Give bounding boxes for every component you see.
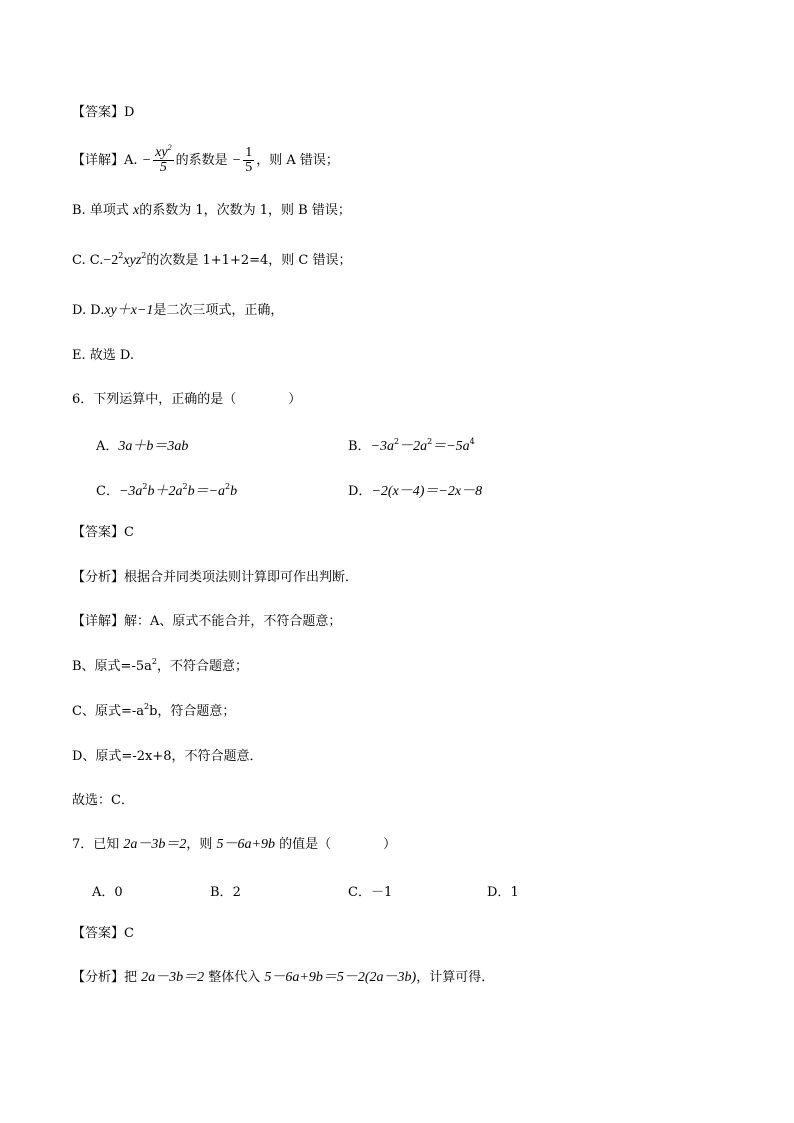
q5-detail-b-line: [72, 202, 351, 220]
q6-option-a: [96, 435, 188, 455]
q5-answer-line: [72, 104, 134, 122]
q7-stem-part3: 的值是（ ）: [275, 837, 397, 852]
detail-b-text1: 单项式: [89, 203, 129, 218]
option-a-expr: 3a＋b＝3ab: [118, 439, 189, 454]
option-value: 1: [510, 885, 519, 900]
detail-d-text: 是二次三项式，正确，: [153, 303, 284, 318]
coef-numerator: 1: [245, 145, 253, 160]
expr-c-exp2: 2: [141, 251, 147, 260]
detail-c-exp: 2: [143, 702, 150, 711]
answer-tag: 【答案】: [72, 525, 125, 540]
option-b-term3: ＝−5a: [432, 439, 470, 454]
q7-stem-expr1: 2a－3b＝2: [123, 837, 187, 852]
detail-d-prefix: D.: [72, 303, 87, 318]
detail-b-prefix: B.: [72, 203, 86, 218]
option-c-term3: b＝−a: [187, 484, 226, 499]
detail-a-tail: ，则 A 错误；: [256, 153, 339, 168]
q6-detail-c-line: [72, 703, 235, 721]
analysis-expr1: 2a－3b＝2: [141, 970, 205, 985]
option-c-term2: b＋2a: [147, 484, 183, 499]
coef-denominator: 5: [245, 160, 253, 175]
q7-stem: [72, 836, 396, 854]
option-label: D．: [487, 885, 511, 900]
analysis-part2: 整体代入: [204, 970, 265, 985]
q5-detail-d-line: [72, 302, 283, 320]
q6-option-d: [348, 480, 482, 500]
option-c-exp1: 2: [142, 482, 148, 491]
q7-stem-part1: 7．已知: [72, 837, 124, 852]
q6-detail-b-line: [72, 658, 248, 676]
detail-tag: 【详解】: [72, 614, 125, 629]
detail-e-text: 故选 D.: [89, 348, 134, 363]
option-d-expr: −2(x－4)＝−2x－8: [371, 484, 483, 499]
option-b-exp1: 2: [394, 437, 400, 446]
q7-option-a: [92, 881, 123, 900]
analysis-part3: ，计算可得．: [416, 970, 495, 985]
detail-c-part1: C、原式=-a: [72, 704, 144, 719]
q7-stem-part2: ，则: [186, 837, 217, 852]
frac-numerator: xy: [155, 145, 168, 160]
expr-d: xy＋x−1: [104, 303, 154, 318]
option-value: －1: [370, 885, 393, 900]
option-b-term1: −3a: [370, 439, 395, 454]
answer-value: C: [124, 926, 134, 941]
detail-c-label: C.: [89, 253, 104, 268]
option-label: A．: [92, 885, 115, 900]
coef-neg-sign: −: [231, 153, 242, 168]
detail-a-mid: 的系数是: [175, 153, 228, 168]
q6-option-c: [96, 480, 237, 500]
q7-answer-line: [72, 925, 134, 943]
q6-answer-line: [72, 524, 134, 542]
expr-c-vars: xyz: [123, 253, 142, 268]
fraction-1-over-5: [243, 146, 254, 175]
detail-c-part2: b，符合题意；: [149, 704, 236, 719]
q5-detail-c-line: [72, 252, 351, 270]
option-label: B．: [348, 439, 371, 454]
q7-option-b: [210, 881, 241, 900]
analysis-text: 根据合并同类项法则计算即可作出判断．: [124, 570, 359, 585]
option-label: D．: [348, 484, 372, 499]
option-value: 2: [232, 885, 241, 900]
q6-stem: 6．下列运算中，正确的是（ ）: [72, 392, 302, 407]
option-label: A．: [96, 439, 119, 454]
detail-c-prefix: C.: [72, 253, 86, 268]
frac-numerator-exponent: 2: [167, 143, 172, 152]
expr-c-exp1: 2: [118, 251, 124, 260]
q6-choice-line: 故选：C．: [72, 793, 134, 808]
analysis-tag: 【分析】: [72, 970, 125, 985]
detail-b-part2: ，不符合题意；: [156, 659, 248, 674]
q6-detail-d-line: D、原式=-2x+8，不符合题意．: [72, 749, 263, 764]
q5-detail-e-line: [72, 347, 134, 365]
analysis-tag: 【分析】: [72, 570, 125, 585]
option-label: C．: [96, 484, 119, 499]
neg-sign: −: [141, 153, 152, 168]
answer-tag: 【答案】: [72, 105, 125, 120]
q7-stem-expr2: 5－6a+9b: [216, 837, 275, 852]
detail-a-prefix: A.: [124, 153, 138, 168]
detail-b-exp: 2: [151, 657, 157, 666]
option-c-exp2: 2: [182, 482, 188, 491]
option-value: 0: [114, 885, 123, 900]
detail-d-label: D.: [90, 303, 105, 318]
option-label: B．: [210, 885, 233, 900]
answer-value: D: [124, 105, 135, 120]
detail-b-text2: 的系数为 1，次数为 1，则 B 错误；: [139, 203, 351, 218]
q6-detail-line: [72, 613, 341, 631]
detail-text: 解：A、原式不能合并，不符合题意；: [124, 614, 342, 629]
analysis-expr2: 5－6a+9b＝5－2(2a－3b): [264, 970, 417, 985]
q7-analysis-line: [72, 969, 494, 987]
option-c-exp3: 2: [225, 482, 231, 491]
detail-b-part1: B、原式=-5a: [72, 659, 152, 674]
option-b-term2: －2a: [399, 439, 428, 454]
detail-e-prefix: E.: [72, 348, 86, 363]
fraction-xy2-over-5: [153, 143, 173, 175]
q6-analysis-line: [72, 569, 358, 587]
detail-tag: 【详解】: [72, 153, 125, 168]
analysis-part1: 把: [124, 970, 142, 985]
option-b-exp3: 4: [469, 437, 475, 446]
detail-c-text: 的次数是 1+1+2=4，则 C 错误；: [146, 253, 352, 268]
q6-option-b: [348, 435, 475, 455]
variable-x: x: [132, 203, 140, 218]
q5-detail-a-line: [72, 143, 339, 175]
option-c-term4: b: [230, 484, 238, 499]
q7-option-c: [348, 881, 392, 900]
option-c-term1: −3a: [118, 484, 143, 499]
answer-tag: 【答案】: [72, 926, 125, 941]
q7-option-d: [487, 881, 519, 900]
option-label: C．: [348, 885, 371, 900]
frac-denominator: 5: [159, 160, 167, 175]
answer-value: C: [124, 525, 134, 540]
expr-c-coef: −2: [103, 253, 119, 268]
option-b-exp2: 2: [427, 437, 433, 446]
